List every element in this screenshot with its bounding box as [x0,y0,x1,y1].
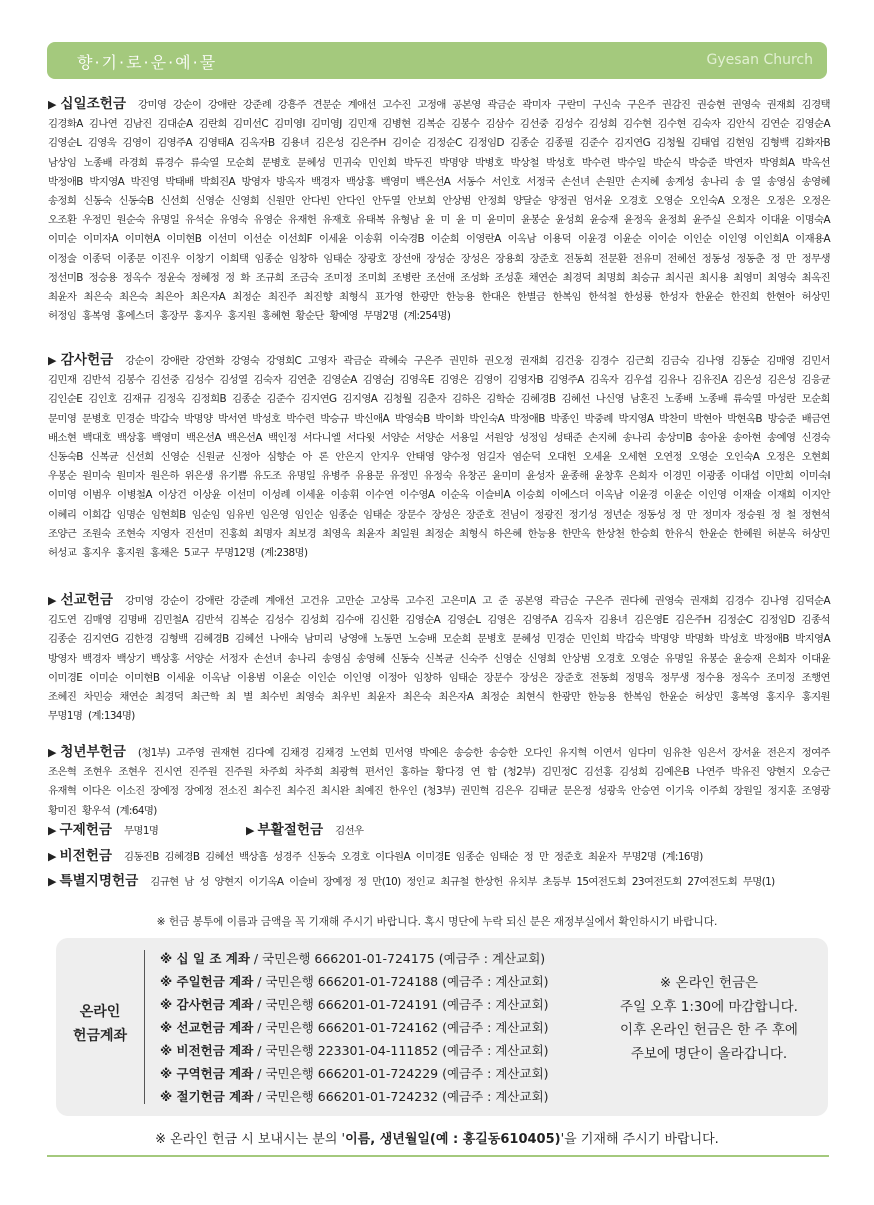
online-title-line: 온라인 [79,1004,121,1020]
triangle-icon: ▶ [48,824,57,837]
account-label: ※ 구역헌금 계좌 [160,1066,254,1081]
account-line [160,947,549,970]
donor-list: 김동진B 김혜경B 김혜선 백상흠 성경주 신동숙 오경호 이다원A 이미경E 임종순 임태순 정 만 정준호 최윤자 무명2명 (계:16명) [124,851,703,863]
notice-emphasis: 이름, 생년월일(예 : 홍길동610405) [345,1132,561,1147]
triangle-icon: ▶ [246,824,255,837]
account-number: / 국민은행 666201-01-724188 (예금주 : 계산교회) [253,974,549,989]
account-number: / 국민은행 666201-01-724229 (예금주 : 계산교회) [253,1066,549,1081]
online-account-panel [56,938,828,1116]
account-line [160,1085,549,1108]
mission-section [48,591,830,726]
note-line: 이후 온라인 헌금은 한 주 후에 [620,1022,798,1038]
note-line: 주보에 명단이 올라갑니다. [630,1045,788,1062]
account-label: ※ 감사헌금 계좌 [160,997,254,1012]
account-list [160,947,549,1108]
account-label: ※ 선교헌금 계좌 [160,1020,254,1035]
triangle-icon: ▶ [48,850,57,863]
section-title: 부활절헌금 [257,822,324,838]
account-line [160,1016,549,1039]
account-label: ※ 주일헌금 계좌 [160,974,254,989]
online-title-line: 헌금계좌 [72,1028,128,1044]
section-title: 구제헌금 [59,822,112,838]
account-number: / 국민은행 223301-04-111852 (예금주 : 계산교회) [253,1043,549,1058]
panel-divider [144,950,145,1104]
account-label: ※ 십 일 조 계좌 [160,951,250,966]
triangle-icon: ▶ [48,98,58,111]
section-title: 선교헌금 [60,592,114,608]
donor-list: 강미영 강순이 강애란 강준례 강흥주 견문순 계애선 고수진 고정애 공본영 곽금순 곽미자 구란미 구신숙 구은주 권감진 권승현 권영숙 권재희 김경택 김경화A 김나연 김남진 김대순A 김란희 김미선C 김미영I 김미영J 김민재 김병현 김복순 김봉수 김삼수 김선중 김성수 김성희 김수현 김수현 김숙자 김안식 김연순 김영순A 김영순L 김영욱 김영이 김영주A 김영태A 김옥자B 김용녀 김은성 김은주H 김이순 김정순C 김정임D 김종순 김종필 김준수 김지연G 김청월 김태엽 김현임 김형백 김화자B 남상임 노종배 라경희 류경수 류숙열 모순희 문병호 문혜성 민귀숙 민인희 박두진 박명양 박병호 박상철 박성호 박수련 박수일 박순식 박승준 박연자 박영희A 박옥선 박정애B 박지영A 박진영 박태배 박희진A 방영자 방옥자 백경자 백상홍 백영미 백은선A 서동수 서인호 서정국 손선녀 손원만 손지혜 송계성 송나리 송 열 송영심 송영혜 송정희 신동숙 신동숙B 신선희 신영순 신영희 신원만 안다빈 안다인 안두열 안보희 안상범 안정희 양달순 양정권 엄서윤 오경호 오영순 오인숙A 오정은 오정은 오정은 오조환 우정민 원순숙 유명일 유석순 유영숙 유영순 유재헌 유재호 유태복 유형남 윤 미 윤 미 윤미미 윤봉순 윤성희 윤승재 윤정옥 윤정희 윤주실 은희자 이대윤 이명숙A 이미순 이미자A 이미현A 이미현B 이선미 이선순 이선희F 이세윤 이송휘 이숙경B 이순희 이영란A 이옥남 이용덕 이윤경 이윤순 이이순 이인순 이인영 이인희A 이재용A 이정술 이종덕 이종문 이진우 이창기 이희택 임종순 임창하 임태순 장광호 장선애 장성순 장성은 장용희 장준호 전동희 전문환 전유미 전혜선 정동성 정동춘 정 만 정무생 정선미B 정승용 정옥수 정윤숙 정혜정 정 화 조규희 조금숙 조미정 조미희 조병란 조선애 조성화 조성훈 채연순 최경덕 최명희 최승규 최시권 최시용 최영미 최영숙 최옥진 최윤자 최은숙 최은숙 최은아 최은자A 최정순 최진주 최진향 최형식 표가영 한광만 한능용 한대은 한별금 한복임 한석철 한성룡 한성자 한윤순 한진희 한현아 허상민 허정임 홍복영 홍에스더 홍장무 홍지우 홍지원 홍혜현 황순단 황예영 무명2명 (계:254명) [48,99,830,323]
donor-list: 무명1명 [124,825,159,837]
triangle-icon: ▶ [48,746,58,759]
notice-prefix: ※ 온라인 헌금 시 보내시는 분의 ' [155,1132,346,1147]
section-title: 청년부헌금 [60,744,126,760]
online-panel-title [56,1000,144,1048]
section-title: 특별지명헌금 [59,873,139,889]
section-title: 감사헌금 [60,352,114,368]
triangle-icon: ▶ [48,594,58,607]
account-label: ※ 비전헌금 계좌 [160,1043,254,1058]
relief-section [48,821,158,841]
note-line: 주일 오후 1:30에 마감합니다. [620,998,798,1015]
account-number: / 국민은행 666201-01-724191 (예금주 : 계산교회) [253,997,549,1012]
tithe-section [48,95,830,326]
youth-section [48,743,830,821]
account-number: / 국민은행 666201-01-724162 (예금주 : 계산교회) [253,1020,549,1035]
account-line [160,1062,549,1085]
donor-list: 김선우 [335,825,364,837]
section-title: 비전헌금 [59,848,112,864]
triangle-icon: ▶ [48,354,58,367]
offering-header-banner [47,42,827,79]
donor-list: 강미영 강순이 강애란 강준례 계애선 고건유 고만순 고상록 고수진 고은미A 고 준 공본영 곽금순 구은주 권다혜 권영숙 권재희 김경수 김나영 김덕순A 김도연 김매영 김명배 김민철A 김반석 김복순 김성수 김성희 김수애 김신환 김영순A 김영순L 김영은 김영주A 김옥자 김용녀 김은영E 김은주H 김정순C 김정임D 김종석 김종순 김지연G 김한경 김형백 김혜경B 김혜선 나애숙 남미리 낭영애 노동면 노승배 모순희 문병호 문혜성 민경순 민인희 박갑숙 박명양 박명화 박성호 박정애B 박지영A 방영자 백경자 백상기 백상홍 서양순 서정자 손선녀 송나리 송영심 송영혜 신동숙 신복균 신숙주 신영순 신영희 안상범 오경호 오영순 유명일 유봉순 윤승재 은희자 이대윤 이미경E 이미순 이미현B 이세윤 이옥남 이용범 이윤순 이인순 이인영 이정아 임창하 임태순 장문수 장성은 장준호 전동희 정명옥 정무생 정수용 정옥수 조미정 조행연 조혜진 차민승 채연순 최경덕 최근학 최 별 최수빈 최영숙 최우빈 최윤자 최은숙 최은자A 최정순 최현식 한광만 한능용 한복임 한윤순 허상민 홍복영 홍지우 홍지원 무명1명 (계:134명) [48,595,830,723]
account-number: / 국민은행 666201-01-724232 (예금주 : 계산교회) [253,1089,549,1104]
donor-list: 강순이 강애란 강연화 강영숙 강영희C 고영자 곽금순 곽혜숙 구은주 권민하 권오정 권재희 김건웅 김경수 김근희 김금숙 김나영 김동순 김매영 김민서 김민재 김반석 김봉수 김선중 김성수 김성열 김숙자 김연춘 김영순A 김영순J 김영옥E 김영은 김영이 김영자B 김영주A 김옥자 김우섭 김유나 김유진A 김은성 김은성 김응균 김인순E 김인호 김재규 김정옥 김정희B 김종순 김준수 김지연G 김지영A 김청월 김춘자 김하은 김학순 김혜경B 김혜선 나신영 남혼진 노종배 노종배 류숙열 마성란 모순희 문미영 문병호 민경순 박갑숙 박명양 박서연 박성호 박수련 박승규 박신애A 박영숙B 박이화 박인숙A 박정애B 박종인 박중례 박지영A 박찬미 박현아 박현옥B 방승준 배금연 배소현 백대호 백상홍 백영미 백은선A 백은선A 백인정 서다니엘 서다윗 서양순 서양순 서용일 서원앙 성정임 성태준 손지혜 송나리 송상미B 송아윤 송아현 송예영 신경숙 신동숙B 신복균 신선희 신영순 신원균 신정아 심향순 아 론 안은지 안지우 안태영 양수정 엄길자 염순덕 오대헌 오세윤 오세현 오연정 오영순 오인숙A 오정은 오현희 우봉순 원미숙 원미자 원은하 위은생 유기쁨 유도조 유명일 유병주 유용문 유정민 유정숙 유창곤 윤미미 윤성자 윤종해 윤창후 은희자 이경민 이광종 이대섭 이만희 이미숙I 이미영 이범우 이병철A 이상건 이상윤 이선미 이성례 이세윤 이송휘 이수연 이수영A 이순옥 이슬비A 이승희 이에스더 이옥남 이윤경 이윤순 이인영 이재술 이재희 이지안 이혜리 이희갑 임명순 임현희B 임순임 임유빈 임은영 임인순 임종순 임태순 장문수 장성은 장준호 전님이 정광진 정기성 정년순 정동성 정 만 정미자 정승원 정 철 정현석 조양근 조원숙 조현숙 지영자 진선미 진홍희 최명자 최보경 최영옥 최윤자 최일원 최정순 최형식 하은혜 한능용 한만옥 한상천 한승희 한유식 한윤순 한혜원 허분옥 허상민 허성교 홍지우 홍지원 홍채은 5교구 무명12명 (계:238명) [48,355,830,560]
offering-notice: ※ 헌금 봉투에 이름과 금액을 꼭 기재해 주시기 바랍니다. 혹시 명단에 누락 되신 분은 재정부실에서 확인하시기 바랍니다. [156,916,718,928]
footer-rule [47,1155,829,1157]
account-line [160,993,549,1016]
note-line: ※ 온라인 헌금은 [659,975,759,991]
triangle-icon: ▶ [48,875,57,888]
vision-section [48,847,830,867]
donor-list: 김규현 남 성 양현지 이기옥A 이슬비 장예정 정 만(10) 정인교 최규철 한상헌 유치부 초등부 15여전도회 23여전도회 27여전도회 무명(1) [150,876,775,888]
thanks-section [48,351,830,563]
relief-easter-row [48,821,830,841]
header-title: 향·기·로·운·예·물 [77,53,218,72]
notice-suffix: '을 기재해 주시기 바랍니다. [560,1132,719,1147]
online-sender-notice [0,1128,874,1147]
section-title: 십일조헌금 [60,96,127,112]
special-section [48,872,830,892]
easter-section [246,821,363,841]
account-label: ※ 절기헌금 계좌 [160,1089,254,1104]
account-line [160,970,549,993]
account-number: / 국민은행 666201-01-724175 (예금주 : 계산교회) [249,951,546,966]
account-line [160,1039,549,1062]
online-deadline-note [604,972,814,1066]
church-name: Gyesan Church [706,52,813,68]
donor-list: (청1부) 고주영 권재현 김다예 김채경 김채경 노연희 민서영 박예은 송승한 송승한 오다인 유지혁 이연서 임다미 임유찬 임은서 장서윤 전은지 정여주 조은혁 조현우 조현우 진시연 진주원 진주원 차주희 차주희 최광혁 편서인 홍하늘 황다경 연 합 (청2부) 김민정C 김선홍 김성희 김예은B 나연주 박유진 양현지 오승근 유재혁 이다은 이소진 장예정 장예정 전소진 최수진 최수진 최시완 최예진 한우인 (청3부) 권민혁 김은우 김태균 문은정 성광욱 안승연 이기욱 이주희 장원일 정지훈 조영광 황미진 황우석 (계:64명) [48,747,830,817]
